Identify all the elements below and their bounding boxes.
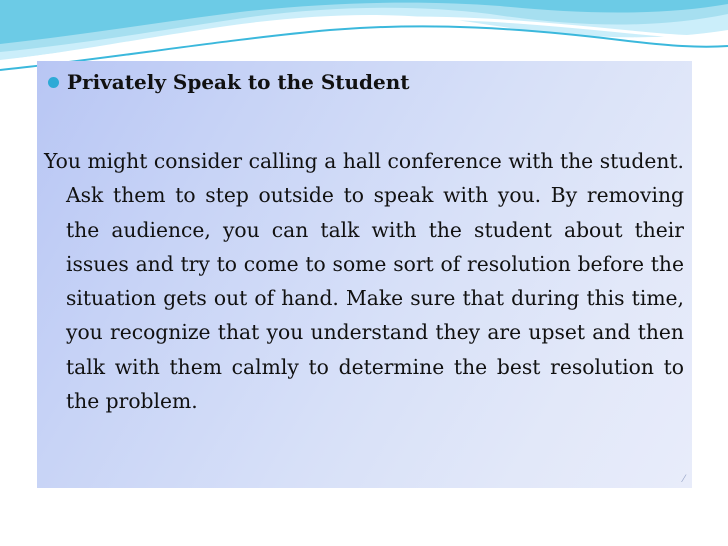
slide-heading: Privately Speak to the Student (67, 70, 410, 94)
bullet-item (48, 69, 410, 95)
corner-resize-icon: ⁄ (683, 474, 685, 485)
bullet-icon (48, 77, 59, 88)
body-paragraph: You might consider calling a hall conference with the student. Ask them to step outside to speak with you. By removing the audience, you can talk with the student about their issues and try to come to some sort of resolution before the situation gets out of hand. Make sure that during this time, you recognize that you understand they are upset and then talk with them calmly to determine the best resolution to the problem. (44, 149, 684, 414)
